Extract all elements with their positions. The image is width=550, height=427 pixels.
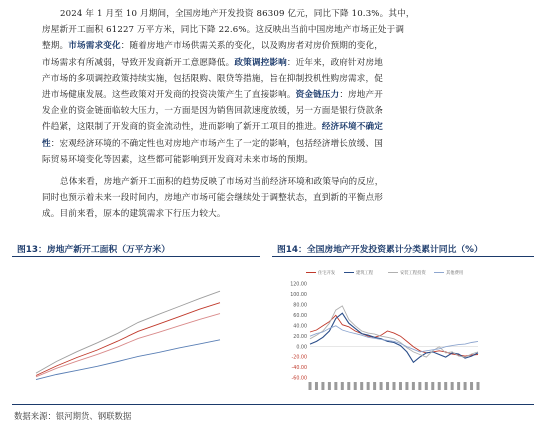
y-tick-label: -40.00 bbox=[291, 366, 307, 372]
legend-label: 安装工程投资 bbox=[400, 271, 426, 276]
x-tick-label bbox=[373, 382, 376, 390]
p1-line7: 发企业的资金链面临较大压力，一方面是因为销售回款速度放缓，另一方面是银行贷款条 bbox=[42, 106, 384, 117]
p1-line10: 际贸易环境变化等因素，这些都可能影响到开发商对未来市场的预期。 bbox=[42, 154, 314, 165]
left-series-line-1 bbox=[36, 291, 220, 373]
x-tick-label bbox=[451, 382, 454, 390]
y-tick-label: 20.00 bbox=[293, 334, 307, 340]
x-tick-label bbox=[354, 382, 357, 390]
y-tick-label: 120.00 bbox=[290, 282, 307, 288]
term-market-demand: 市场需求变化 bbox=[68, 41, 121, 52]
x-tick-label bbox=[309, 382, 312, 390]
legend-label: 建筑工程 bbox=[356, 271, 374, 276]
y-tick-label: 80.00 bbox=[293, 303, 307, 309]
p1-line6a: 进市场健康发展。这些政策对开发商的投资决策产生了直接影响。 bbox=[42, 90, 296, 101]
paragraph-2 bbox=[42, 174, 522, 223]
x-tick-label bbox=[367, 382, 370, 390]
x-tick-label bbox=[457, 382, 460, 390]
x-tick-label bbox=[386, 382, 389, 390]
new-construction-chart bbox=[28, 263, 228, 393]
left-series-line-3 bbox=[36, 340, 220, 380]
x-tick-label bbox=[341, 382, 344, 390]
series-line-1 bbox=[310, 313, 478, 362]
x-tick-label bbox=[405, 382, 408, 390]
figure-13-title: 图13：房地产新开工面积（万平方米） bbox=[17, 245, 170, 255]
x-tick-label bbox=[328, 382, 331, 390]
figure-13-rule bbox=[12, 256, 260, 257]
p1-line8a: 件趋紧，这限制了开发商的资金流动性，进而影响了新开工项目的推进。 bbox=[42, 122, 322, 133]
p2-line1: 总体来看，房地产新开工面积的趋势反映了市场对当前经济环境和政策导向的反应， bbox=[60, 177, 384, 188]
p1-line2: 房屋新开工面积 61227 万平方米，同比下降 22.6%。这反映出当前中国房地产市场正处于调 bbox=[42, 25, 405, 36]
x-tick-label bbox=[444, 382, 447, 390]
term-economy-end: 性 bbox=[42, 138, 51, 149]
x-tick-label bbox=[418, 382, 421, 390]
p1-line5: 产市场的多项调控政策持续实施，包括限购、限贷等措施，旨在抑制投机性购房需求，促 bbox=[42, 73, 384, 84]
p1-line1: 2024 年 1 月至 10 月期间，全国房地产开发投资 86309 亿元，同比下降 10.3%。其中， bbox=[60, 9, 415, 19]
figure-14-rule bbox=[272, 256, 534, 257]
left-series-group bbox=[36, 291, 220, 379]
x-tick-label bbox=[380, 382, 383, 390]
x-tick-label bbox=[477, 382, 480, 390]
term-policy: 政策调控影响 bbox=[234, 57, 287, 68]
new-construction-chart-svg bbox=[28, 263, 228, 393]
y-tick-label: 0.00 bbox=[296, 345, 307, 351]
series-line-0 bbox=[310, 315, 478, 356]
p1-line3a: 整期。 bbox=[42, 41, 69, 52]
p1-line3b: ：随着房地产市场供需关系的变化，以及购房者对房价预期的变化， bbox=[120, 41, 384, 52]
p1-line4b: ：近年来，政府针对房地 bbox=[286, 57, 384, 68]
x-tick-label bbox=[431, 382, 434, 390]
p2-line2: 同时也预示着未来一段时间内，房地产市场可能会继续处于调整状态，直到新的平衡点形 bbox=[42, 193, 384, 204]
investment-yoy-chart-svg bbox=[284, 266, 482, 394]
right-axis-group bbox=[290, 282, 479, 390]
term-capital: 资金链压力 bbox=[295, 90, 340, 101]
x-tick-label bbox=[347, 382, 350, 390]
p1-line9b: ：宏观经济环境的不确定性也对房地产市场产生了一定的影响，包括经济增长放缓、国 bbox=[50, 138, 384, 149]
term-economy: 经济环境不确定 bbox=[321, 122, 384, 133]
y-tick-label: -20.00 bbox=[291, 355, 307, 361]
y-tick-label: 100.00 bbox=[290, 293, 307, 299]
source-rule bbox=[12, 404, 534, 405]
right-series-group bbox=[310, 306, 478, 362]
paragraph-1 bbox=[42, 6, 522, 168]
x-tick-label bbox=[393, 382, 396, 390]
y-tick-label: 60.00 bbox=[293, 313, 307, 319]
x-tick-label bbox=[438, 382, 441, 390]
source-note: 数据来源：银河期货、钢联数据 bbox=[14, 411, 132, 421]
y-tick-label: 40.00 bbox=[293, 324, 307, 330]
left-series-line-0 bbox=[36, 303, 220, 376]
x-tick-label bbox=[334, 382, 337, 390]
p1-line4: 市场需求有所减弱，导致开发商新开工意愿降低。 bbox=[42, 57, 235, 68]
p2-line3: 成。目前来看，原本的建筑需求下行压力较大。 bbox=[42, 209, 226, 220]
x-tick-label bbox=[360, 382, 363, 390]
x-tick-label bbox=[315, 382, 318, 390]
main-text bbox=[42, 6, 522, 223]
x-tick-label bbox=[425, 382, 428, 390]
series-line-2 bbox=[310, 306, 478, 357]
x-tick-label bbox=[321, 382, 324, 390]
figure-14-title: 图14：全国房地产开发投资累计分类累计同比（%） bbox=[277, 245, 483, 255]
legend-label: 住宅开发 bbox=[318, 271, 336, 276]
x-tick-label bbox=[470, 382, 473, 390]
x-tick-label bbox=[464, 382, 467, 390]
y-tick-label: -60.00 bbox=[291, 376, 307, 382]
x-tick-label bbox=[399, 382, 402, 390]
legend-label: 其他费用 bbox=[446, 271, 464, 276]
investment-yoy-chart bbox=[284, 266, 482, 394]
p1-line6b: ：房地产开 bbox=[339, 90, 384, 101]
x-tick-label bbox=[412, 382, 415, 390]
